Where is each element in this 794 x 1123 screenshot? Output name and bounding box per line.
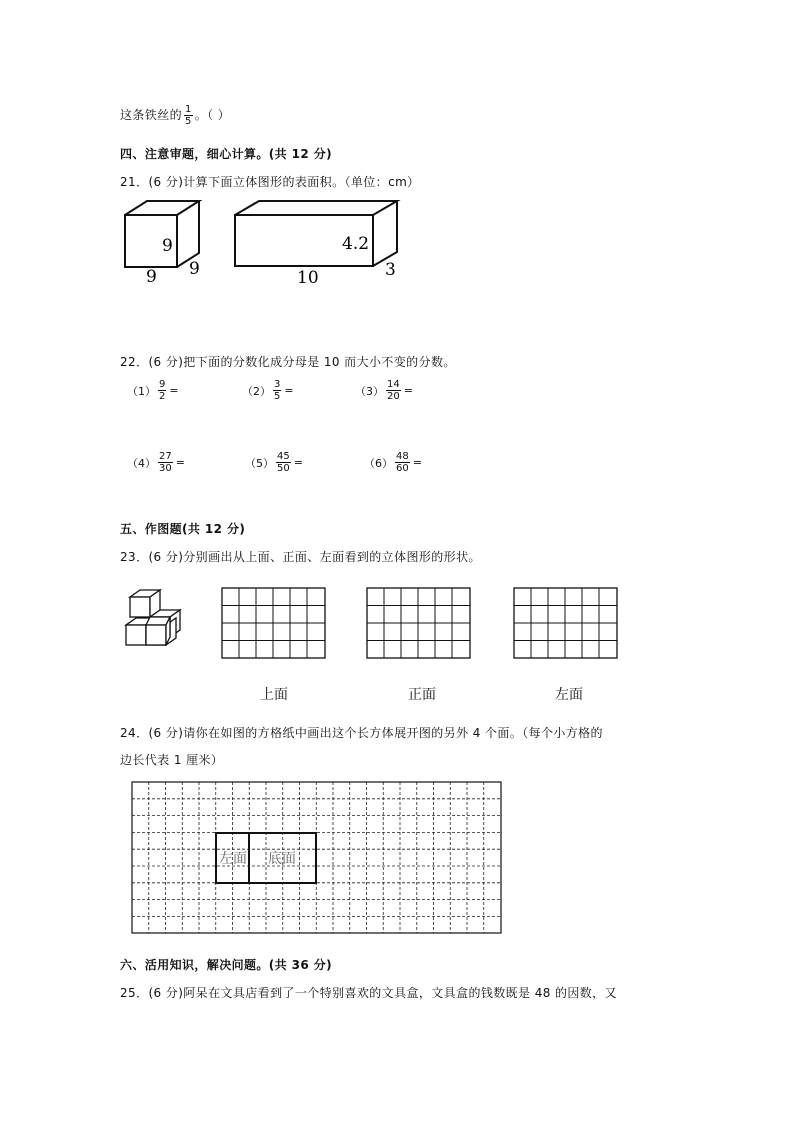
cube-front-label: 9 (162, 236, 173, 256)
equals-sign: = (403, 384, 413, 397)
equals-sign: = (284, 384, 294, 397)
fraction-item-6 (364, 451, 422, 474)
question-21-text: 21．(6 分)计算下面立体图形的表面积。（单位：cm） (120, 175, 420, 189)
question-23-text: 23．(6 分)分别画出从上面、正面、左面看到的立体图形的形状。 (120, 550, 481, 564)
section-6-title: 六、活用知识，解决问题。(共 36 分) (120, 958, 333, 972)
question-22-text: 22．(6 分)把下面的分数化成分母是 10 而大小不变的分数。 (120, 355, 456, 369)
item-label: （2） (242, 384, 271, 398)
question-24-line-2: 边长代表 1 厘米） (120, 753, 224, 767)
stacked-cubes-figure (120, 588, 190, 654)
equals-sign: = (175, 456, 185, 469)
equals-sign: = (293, 456, 303, 469)
cuboid-bottom-label: 10 (297, 268, 319, 288)
fraction-numerator: 3 (274, 379, 281, 390)
label-top-view: 上面 (260, 687, 288, 703)
fraction-denominator: 20 (387, 391, 400, 402)
fraction-denominator: 2 (159, 391, 166, 402)
item-label: （6） (364, 456, 393, 470)
item-label: （3） (355, 384, 384, 398)
fraction-numerator: 9 (159, 379, 166, 390)
answer-blank[interactable]: 。（ ） (194, 108, 231, 122)
fraction-denominator: 50 (277, 463, 290, 474)
question-24-line-1: 24．(6 分)请你在如图的方格纸中画出这个长方体展开图的另外 4 个面。（每个小方格的 (120, 726, 603, 740)
cube-bottom-label: 9 (146, 267, 157, 287)
q21-solid-figures (115, 195, 415, 290)
intro-line (120, 104, 230, 127)
section-5-title: 五、作图题(共 12 分) (120, 522, 246, 536)
face-left-label: 左面 (219, 851, 247, 867)
section-4-title: 四、注意审题，细心计算。(共 12 分) (120, 147, 333, 161)
cuboid-side-label: 3 (385, 260, 396, 280)
fraction-item-3 (355, 379, 413, 402)
fraction-denominator: 60 (396, 463, 409, 474)
item-label: （5） (245, 456, 274, 470)
item-label: （1） (127, 384, 156, 398)
fraction-item-2 (242, 379, 294, 402)
fraction-denominator: 5 (185, 116, 192, 127)
fraction-item-5 (245, 451, 303, 474)
intro-text: 这条铁丝的 (120, 108, 183, 122)
face-bottom-label: 底面 (268, 851, 296, 867)
question-25-text: 25．(6 分)阿呆在文具店看到了一个特别喜欢的文具盒，文具盒的钱数既是 48 的因数，又 (120, 986, 617, 1000)
grid-front-view[interactable] (366, 587, 472, 660)
dashed-grid-paper[interactable] (130, 780, 504, 936)
item-label: （4） (127, 456, 156, 470)
fraction-numerator: 45 (277, 451, 290, 462)
cube-side-label: 9 (189, 259, 200, 279)
equals-sign: = (169, 384, 179, 397)
fraction-numerator: 14 (387, 379, 400, 390)
fraction-denominator: 30 (159, 463, 172, 474)
fraction-item-4 (127, 451, 185, 474)
cuboid-figure (235, 201, 397, 266)
cuboid-front-label: 4.2 (342, 234, 370, 254)
label-front-view: 正面 (408, 687, 436, 703)
equals-sign: = (412, 456, 422, 469)
grid-top-view[interactable] (221, 587, 327, 660)
intro-fraction (184, 104, 193, 127)
fraction-denominator: 5 (274, 391, 281, 402)
label-left-view: 左面 (555, 687, 583, 703)
grid-left-view[interactable] (513, 587, 619, 660)
cube-figure (125, 201, 199, 267)
fraction-numerator: 27 (159, 451, 172, 462)
fraction-numerator: 1 (185, 104, 192, 115)
fraction-numerator: 48 (396, 451, 409, 462)
fraction-item-1 (127, 379, 179, 402)
